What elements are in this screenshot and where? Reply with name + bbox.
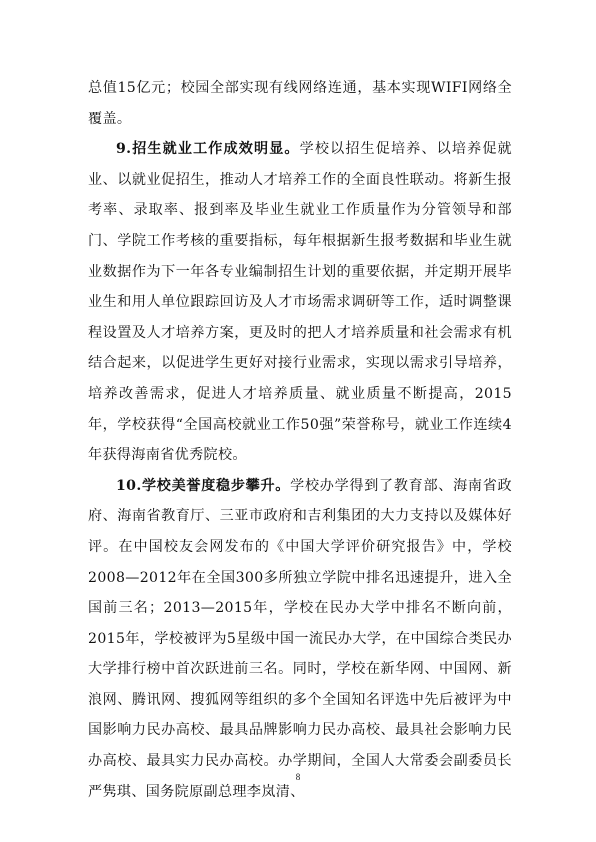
document-body	[88, 73, 512, 807]
section-heading-reputation: 10.学校美誉度稳步攀升。	[116, 477, 291, 494]
page-number: 8	[295, 772, 301, 782]
paragraph-admissions-text: 学校以招生促培养、以培养促就业、以就业促招生，推动人才培养工作的全面良性联动。将新生报考率、录取率、报到率及毕业生就业工作质量作为分管领导和部门、学院工作考核的重要指标，每年根据新生报考数据和毕业生就业数据作为下一年各专业编制招生计划的重要依据，并定期开展毕业生和用人单位跟踪回访及人才市场需求调研等工作，适时调整课程设置及人才培养方案，更及时的把人才培养质量和社会需求有机结合起来，以促进学生更好对接行业需求，实现以需求引导培养，培养改善需求，促进人才培养质量、就业质量不断提高，2015年，学校获得“全国高校就业工作50强”荣誉称号，就业工作连续4年获得海南省优秀院校。	[88, 141, 512, 464]
paragraph-network	[88, 73, 512, 134]
paragraph-admissions-employment	[88, 134, 512, 471]
paragraph-reputation	[88, 471, 512, 808]
paragraph-reputation-text: 学校办学得到了教育部、海南省政府、海南省教育厅、三亚市政府和吉利集团的大力支持以及媒体好评。在中国校友会网发布的《中国大学评价研究报告》中，学校2008—2012年在全国300多所独立学院中排名迅速提升，进入全国前三名；2013—2015年，学校在民办大学中排名不断向前，2015年，学校被评为5星级中国一流民办大学，在中国综合类民办大学排行榜中首次跃进前三名。同时，学校在新华网、中国网、新浪网、腾讯网、搜狐网等组织的多个全国知名评选中先后被评为中国影响力民办高校、最具品牌影响力民办高校、最具社会影响力民办高校、最具实力民办高校。办学期间，全国人大常委会副委员长严隽琪、国务院原副总理李岚清、	[88, 477, 513, 800]
paragraph-network-text: 总值15亿元；校园全部实现有线网络连通，基本实现WIFI网络全覆盖。	[88, 80, 512, 127]
section-heading-admissions: 9.招生就业工作成效明显。	[116, 141, 300, 158]
